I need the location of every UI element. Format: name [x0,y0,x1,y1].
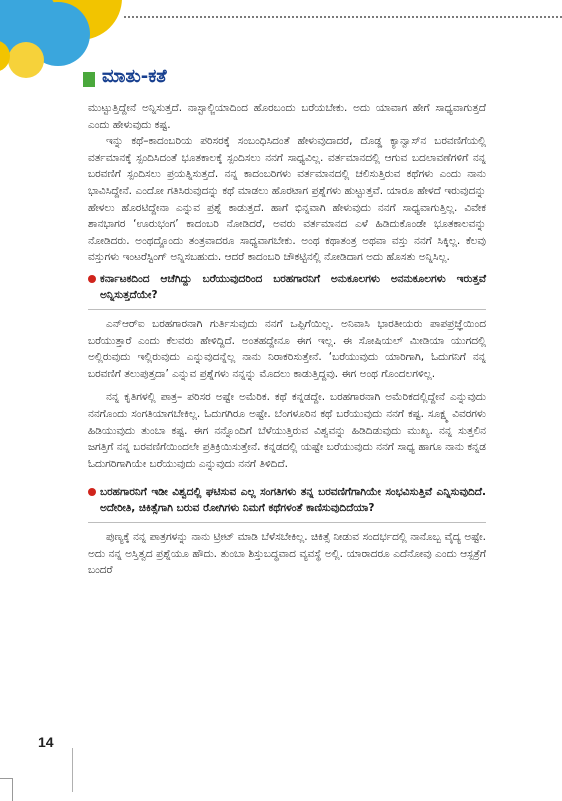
bullet-icon [88,275,96,283]
interview-question [88,271,486,303]
divider [88,309,486,310]
paragraph: ಇನ್ನು ಕಥೆ–ಕಾದಂಬರಿಯ ಪರಿಸರಕ್ಕೆ ಸಂಬಂಧಿಸಿದಂತೆ ಹೇಳುವುದಾದರೆ, ದೊಡ್ಡ ಕ್ಯಾನ್ವಾಸ್‌ನ ಬರವಣಿಗೆಯಲ್ಲಿ ವರ್ತಮಾನಕ್ಕೆ ಸ್ಪಂದಿಸಿದಂತೆ ಭೂತಕಾಲಕ್ಕೆ ಸ್ಪಂದಿಸಲು ನನಗೆ ಸಾಧ್ಯವಿಲ್ಲ. ವರ್ತಮಾನದಲ್ಲಿ ಆಗುವ ಬದಲಾವಣೆಗಳಿಗೆ ನನ್ನ ಬರವಣಿಗೆ ಸ್ಪಂದಿಸಲು ಪ್ರಯತ್ನಿಸುತ್ತದೆ. ನನ್ನ ಕಾದಂಬರಿಗಳು ವರ್ತಮಾನದಲ್ಲಿ ಚಲಿಸುತ್ತಿರುವ ಕಥೆಗಳು ಎಂದು ನಾನು ಭಾವಿಸಿದ್ದೇನೆ. ಎಂದೋ ಗತಿಸಿರುವುದನ್ನು ಕಥೆ ಮಾಡಲು ಹೊರಟಾಗ ಪ್ರಶ್ನೆಗಳು ಹುಟ್ಟುತ್ತವೆ. ಯಾರೂ ಹೇಳದೆ ಇರುವುದನ್ನು ಹೇಳಲು ಹೊರಟಿದ್ದೇನಾ ಎನ್ನುವ ಪ್ರಶ್ನೆ ಕಾಡುತ್ತದೆ. ಹಾಗೆ ಭಿನ್ನವಾಗಿ ಹೇಳುವುದು ನನಗೆ ಸಾಧ್ಯವಾಗುತ್ತಿಲ್ಲ. ವಿವೇಕ ಶಾನಭಾಗರ ‘ಊರುಭಂಗ’ ಕಾದಂಬರಿ ನೋಡಿದರೆ, ಅವರು ವರ್ತಮಾನದ ಎಳೆ ಹಿಡಿದುಕೊಂಡೇ ಭೂತಕಾಲವನ್ನು ನೋಡಿದರು. ಅಂಥದ್ದೊಂದು ತಂತ್ರವಾದರೂ ಸಾಧ್ಯವಾಗಬೇಕು. ಅಂಥ ಕಥಾತಂತ್ರ ಅಥವಾ ವಸ್ತು ನನಗೆ ಸಿಕ್ಕಿಲ್ಲ. ಕೆಲವು ವಸ್ತುಗಳು ಇಂಟರೆಸ್ಟಿಂಗ್ ಅನ್ನಿಸಬಹುದು. ಆದರೆ ಕಾದಂಬರಿ ಚೌಕಟ್ಟಿನಲ್ಲಿ ನೋಡಿದಾಗ ಅದು ಹೊಸತು ಅನ್ನಿಸಿಲ್ಲ. [88,135,486,264]
margin-rule [72,748,73,792]
page-number: 14 [38,734,54,750]
bullet-icon [88,488,96,496]
paragraph: ಮುಟ್ಟುತ್ತಿದ್ದೇನೆ ಅನ್ನಿಸುತ್ತದೆ. ನಾಸ್ಟಾಲ್ಜಿಯಾದಿಂದ ಹೊರಬಂದು ಬರೆಯಬೇಕು. ಅದು ಯಾವಾಗ ಹೇಗೆ ಸಾಧ್ಯವಾಗುತ್ತದೆ ಎಂದು ಹೇಳುವುದು ಕಷ್ಟ. [88,102,486,131]
interview-question [88,484,486,516]
question-text: ಕರ್ನಾಟಕದಿಂದ ಆಚೆಗಿದ್ದು ಬರೆಯುವುದರಿಂದ ಬರಹಗಾರನಿಗೆ ಅನುಕೂಲಗಳು ಅನನುಕೂಲಗಳು ಇರುತ್ತವೆ ಅನ್ನಿಸುತ್ತದೆಯೇ? [100,272,486,301]
crop-mark [0,778,13,801]
article-body [88,100,486,579]
header-dotted-rule [124,16,562,18]
title-accent-bar [83,72,95,87]
paragraph: ಎನ್‌ಆರ್‌ಐ ಬರಹಗಾರನಾಗಿ ಗುರ್ತಿಸುವುದು ನನಗೆ ಒಪ್ಪಿಗೆಯಿಲ್ಲ. ಅನಿವಾಸಿ ಭಾರತೀಯರು ಪಾಪಪ್ರಜ್ಞೆಯಿಂದ ಬರೆಯುತ್ತಾರೆ ಎಂದು ಕೆಲವರು ಹೇಳಿದ್ದಿದೆ. ಅಂತಹದ್ದೇನೂ ಈಗ ಇಲ್ಲ. ಈ ಸೋಷಿಯಲ್ ಮೀಡಿಯಾ ಯುಗದಲ್ಲಿ ಅಲ್ಲಿರುವುದು ಇಲ್ಲಿರುವುದು ಎನ್ನುವುದನ್ನೆಲ್ಲ ನಾನು ನಿರಾಕರಿಸುತ್ತೇನೆ. ‘ಬರೆಯುವುದು ಯಾರಿಗಾಗಿ, ಓದುಗನಿಗೆ ನನ್ನ ಬರವಣಿಗೆ ತಲುಪುತ್ತದಾ’ ಎನ್ನುವ ಪ್ರಶ್ನೆಗಳು ನನ್ನನ್ನು ಮೊದಲು ಕಾಡುತ್ತಿದ್ದವು. ಈಗ ಅಂಥ ಗೊಂದಲಗಳಿಲ್ಲ. [88,317,486,380]
divider [88,522,486,523]
paragraph: ನನ್ನ ಕೃತಿಗಳಲ್ಲಿ ಪಾತ್ರ– ಪರಿಸರ ಅಷ್ಟೇ ಅಮೆರಿಕ. ಕಥೆ ಕನ್ನಡದ್ದೇ. ಬರಹಗಾರನಾಗಿ ಅಮೆರಿಕದಲ್ಲಿದ್ದೇನೆ ಎನ್ನುವುದು ನನಗೊಂದು ಸಂಗತಿಯಾಗಬೇಕಿಲ್ಲ. ಓದುಗಗಿರೂ ಅಷ್ಟೇ. ಬೆಂಗಳೂರಿನ ಕಥೆ ಬರೆಯುವುದು ನನಗೆ ಕಷ್ಟ. ಸೂಕ್ಷ್ಮ ವಿವರಗಳು ಹಿಡಿಯುವುದು ತುಂಬಾ ಕಷ್ಟ. ಈಗ ನನ್ನೊಂದಿಗೆ ಬೆಳೆಯುತ್ತಿರುವ ವಿಶ್ವವನ್ನು ಹಿಡಿದಿಡುವುದು ಮುಖ್ಯ. ನನ್ನ ಸುತ್ತಲಿನ ಜಗತ್ತಿಗೆ ನನ್ನ ಬರವಣಿಗೆಯಿಂದಲೇ ಪ್ರತಿಕ್ರಿಯಿಸುತ್ತೇನೆ. ಕನ್ನಡದಲ್ಲಿ ಯಷ್ಟೇ ಬರೆಯುವುದು ನನಗೆ ಸಾಧ್ಯ ಹಾಗೂ ನಾನು ಕನ್ನಡ ಓದುಗರಿಗಾಗಿಯೇ ಬರೆಯುವುದು ಎನ್ನುವುದು ನನಗೆ ತಿಳಿದಿದೆ. [88,391,486,470]
question-text: ಬರಹಗಾರನಿಗೆ ಇಡೀ ವಿಶ್ವದಲ್ಲಿ ಘಟಿಸುವ ಎಲ್ಲ ಸಂಗತಿಗಳು ತನ್ನ ಬರವಣಿಗೆಗಾಗಿಯೇ ಸಂಭವಿಸುತ್ತಿವೆ ಎನ್ನಿಸುವುದಿದೆ. ಅದೇರೀತಿ, ಚಿಕಿತ್ಸೆಗಾಗಿ ಬರುವ ರೋಗಿಗಳು ನಿಮಗೆ ಕಥೆಗಳಂತೆ ಕಾಣಿಸುವುದಿದೆಯಾ? [100,486,486,515]
paragraph: ಪುಣ್ಯಕ್ಕೆ ನನ್ನ ಪಾತ್ರಗಳನ್ನು ನಾನು ಟ್ರೀಟ್ ಮಾಡಿ ಬೆಳೆಸಬೇಕಿಲ್ಲ. ಚಿಕಿತ್ಸೆ ನೀಡುವ ಸಂದರ್ಭದಲ್ಲಿ ನಾನೊಬ್ಬ ವೈದ್ಯ ಅಷ್ಟೇ. ಅದು ನನ್ನ ಅಸ್ತಿತ್ವದ ಪ್ರಶ್ನೆಯೂ ಹೌದು. ತುಂಬಾ ಶಿಸ್ತುಬದ್ಧವಾದ ವ್ಯವಸ್ಥೆ ಅಲ್ಲಿ. ಯಾರಾದರೂ ಎದೆನೋವು ಎಂದು ಆಸ್ಪತ್ರೆಗೆ ಬಂದರೆ [88,531,486,577]
section-title: ಮಾತು-ಕತೆ [102,66,167,87]
